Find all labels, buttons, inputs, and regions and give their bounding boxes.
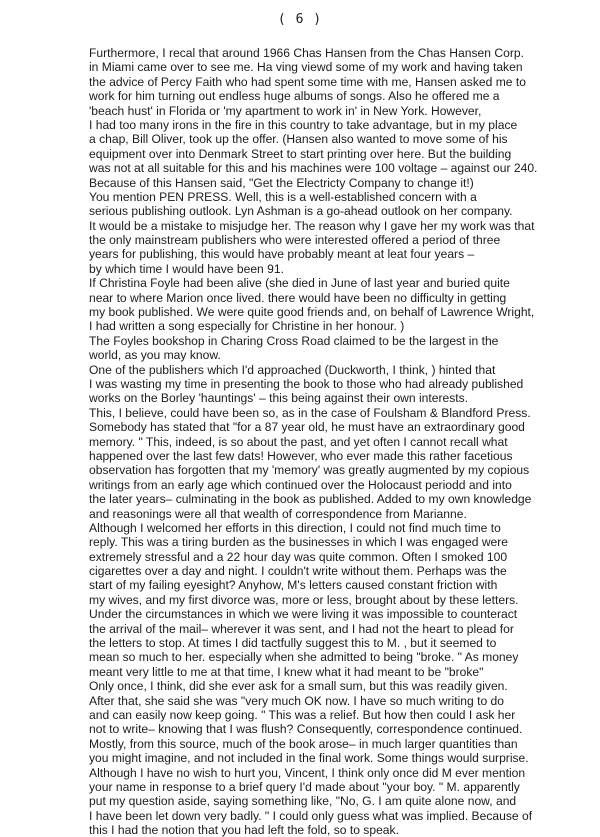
text-line: you might imagine, and not included in the final work. Some things would surprise. (89, 751, 529, 766)
text-line: reply. This was a tiring burden as the businesses in which I was engaged were (89, 535, 509, 550)
text-line: Under the circumstances in which we were living it was impossible to counteract (89, 607, 518, 622)
text-line: If Christina Foyle had been alive (she died in June of last year and buried quite (89, 276, 510, 291)
text-line: I was wasting my time in presenting the book to those who had already published (89, 376, 524, 391)
text-line: my book published. We were quite good friends and, on behalf of Lawrence Wright, (89, 305, 535, 320)
text-line: serious publishing outlook. Lyn Ashman is a go-ahead outlook on her company. (89, 204, 513, 219)
text-line: writings from an early age which continued over the Holocaust periodd and into (89, 477, 512, 492)
text-line: the arrival of the mail– wherever it was sent, and I had not the heart to plead for (89, 621, 514, 636)
text-line: near to where Marion once lived. there would have been no difficulty in getting (89, 290, 507, 305)
text-line: extremely stressful and a 22 hour day was quite common. Often I smoked 100 (89, 549, 508, 564)
text-line: not to write– knowing that I was flush? Consequently, correspondence continued. (89, 722, 523, 737)
text-line: Somebody has stated that "for a 87 year old, he must have an extraordinary good (89, 420, 525, 435)
text-line: After that, she said she was "very much OK now. I have so much writing to do (89, 693, 505, 708)
text-line: put my question aside, saying something like, "No, G. I am quite alone now, and (89, 794, 517, 809)
text-line: the only mainstream publishers who were interested offered a period of three (89, 233, 501, 248)
text-line: Although I welcomed her efforts in this direction, I could not find much time to (89, 520, 501, 535)
text-line: I had written a song especially for Christine in her honour. ) (89, 319, 405, 334)
text-line: cigarettes over a day and night. I couldn't write without them. Perhaps was the (89, 564, 507, 579)
text-line: observation has forgotten that my 'memory' was greatly augmented by my copious (89, 463, 530, 478)
text-line: years for publishing, this would have probably meant at leat four years – (89, 247, 475, 262)
text-line: Furthermore, I recal that around 1966 Chas Hansen from the Chas Hansen Corp. (89, 46, 524, 60)
text-line: The Foyles bookshop in Charing Cross Road claimed to be the largest in the (89, 333, 499, 348)
text-line: and reasonings were all that wealth of correspondence from Marianne. (89, 506, 467, 521)
text-line: by which time I would have been 91. (89, 261, 284, 276)
text-line: the later years– culminating in the book as published. Added to my own knowledge (89, 492, 532, 507)
text-line: meant very little to me at that time, I knew what it had meant to be "broke" (89, 664, 484, 679)
text-line: in Miami came over to see me. Ha ving viewd some of my work and having taken (89, 60, 523, 75)
text-line: and can easily now keep going. " This was a relief. But how then could I ask her (89, 707, 516, 722)
text-line: world, as you may know. (89, 348, 221, 363)
text-line: You mention PEN PRESS. Well, this is a well-established concern with a (89, 189, 477, 204)
text-line: It would be a mistake to misjudge her. The reason why I gave her my work was that (89, 218, 535, 233)
text-line: Although I have no wish to hurt you, Vincent, I think only once did M ever mention (89, 765, 526, 780)
text-line: I had too many irons in the fire in this country to take advantage, but in my place (89, 117, 518, 132)
text-line: a chap, Bill Oliver, took up the offer. (Hansen also wanted to move some of his (89, 132, 508, 147)
text-line: was not at all suitable for this and his machines were 100 voltage – against our 240. (89, 161, 538, 176)
text-line: mean so much to her. especially when she admitted to being "broke. " As money (89, 650, 519, 665)
text-line: the advice of Percy Faith who had spent some time with me, Hansen asked me to (89, 74, 526, 89)
letter-body (89, 46, 595, 837)
text-line: Only once, I think, did she ever ask for a small sum, but this was readily given. (89, 679, 508, 694)
text-line: your name in response to a brief query I'd made about "your boy. " M. apparently (89, 779, 520, 794)
text-line: Because of this Hansen said, "Get the Electricty Company to change it!) (89, 175, 474, 190)
text-line: works on the Borley 'hauntings' – this being against their own interests. (89, 391, 469, 406)
text-line: memory. " This, indeed, is so about the past, and yet often I cannot recall what (89, 434, 508, 449)
text-line: 'beach hust' in Florida or 'my apartment to work in' in New York. However, (89, 103, 482, 118)
text-line: this I had the notion that you had left the fold, so to speak. (89, 823, 399, 837)
text-line: happened over the last few dats! However, who ever made this rather facetious (89, 448, 513, 463)
text-line: equipment over into Denmark Street to start printing over here. But the building (89, 146, 512, 161)
text-line: start of my failing eyesight? Anyhow, M's letters caused constant friction with (89, 578, 498, 593)
text-line: my wives, and my first divorce was, more or less, brought about by these letters. (89, 592, 519, 607)
text-line: I have been let down very badly. " I could only guess what was implied. Because of (89, 808, 533, 823)
page-number: ( 6 ) (277, 12, 323, 27)
text-line: This, I believe, could have been so, as in the case of Foulsham & Blandford Press. (89, 405, 531, 420)
text-line: work for him turning out endless huge albums of songs. Also he offered me a (89, 89, 500, 104)
text-line: One of the publishers which I'd approached (Duckworth, I think, ) hinted that (89, 362, 496, 377)
text-line: Mostly, from this source, much of the book arose– in much larger quantities than (89, 736, 518, 751)
text-line: the letters to stop. At times I did tactfully suggest this to M. , but it seemed to (89, 636, 497, 651)
